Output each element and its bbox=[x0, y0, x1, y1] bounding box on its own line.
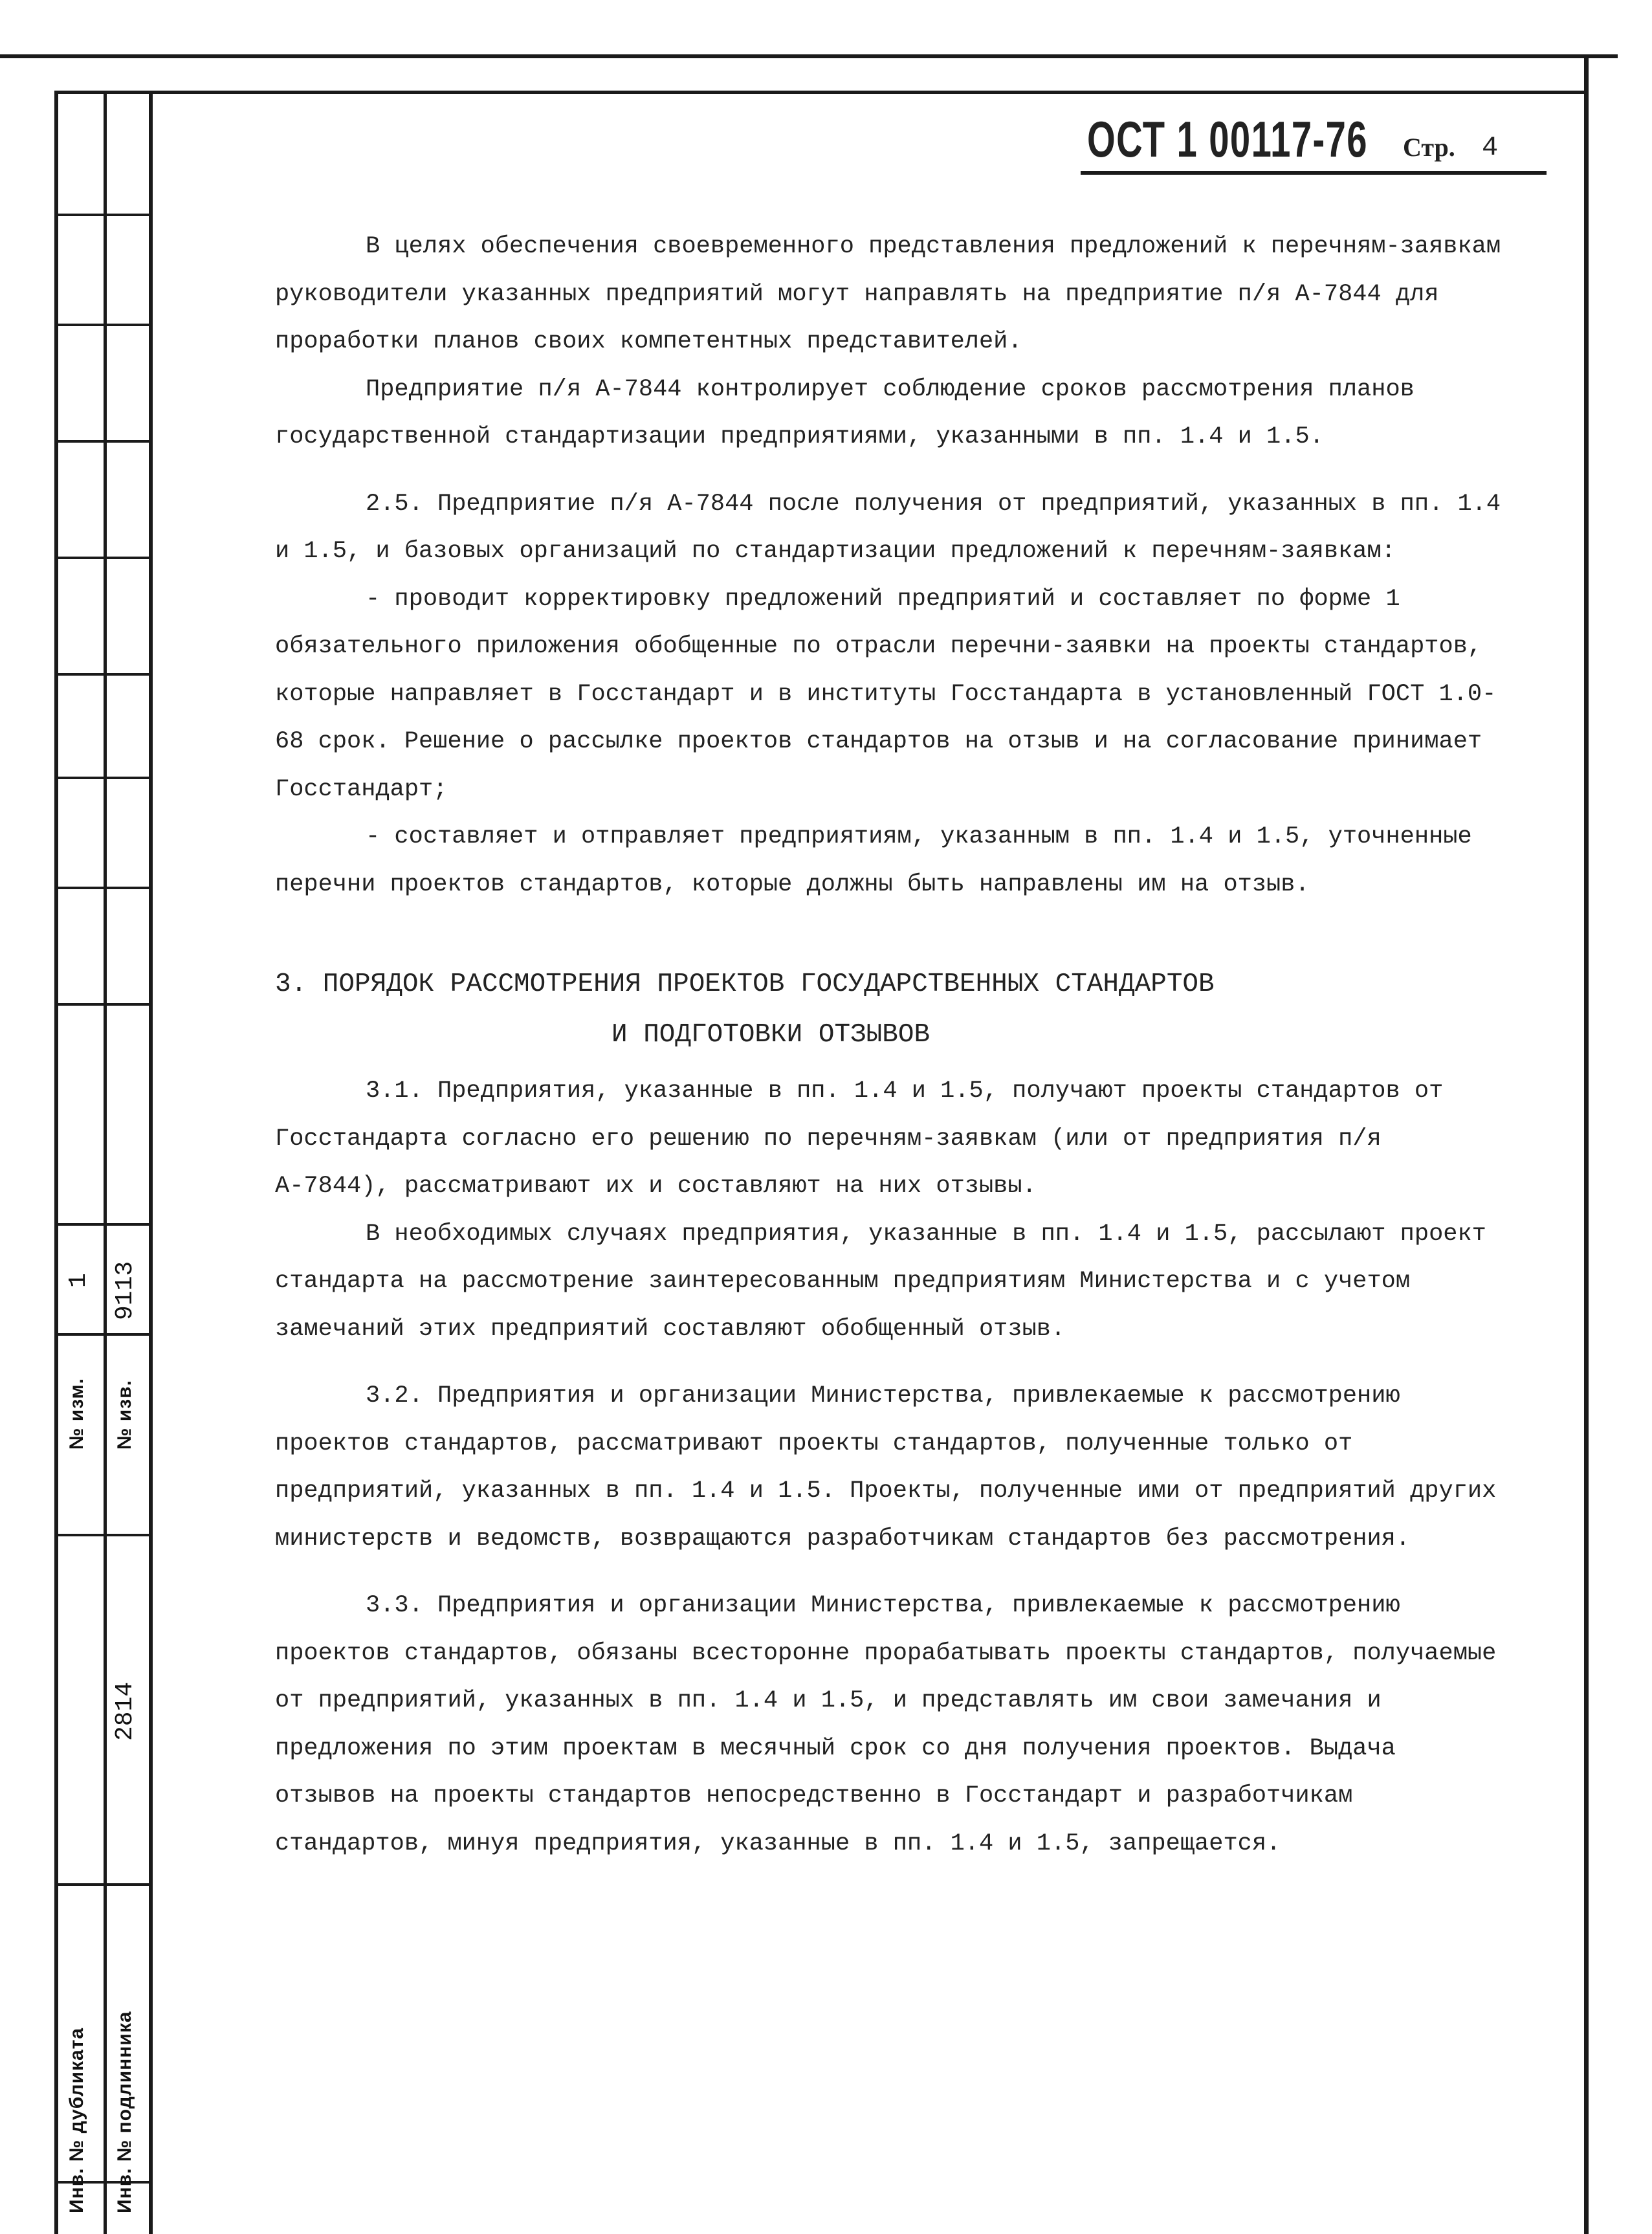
list-item: - составляет и отправляет предприятиям, указанным в пп. 1.4 и 1.5, уточненные перечни проектов стандартов, которые должны быть направлены им на отзыв. bbox=[275, 823, 1472, 898]
stamp-tick bbox=[54, 440, 151, 443]
stamp-column-inner-border bbox=[149, 91, 153, 2234]
stamp-tick bbox=[54, 214, 151, 216]
header-underline bbox=[1081, 171, 1547, 175]
revision-number-value: 1 bbox=[65, 1273, 93, 1288]
stamp-tick bbox=[54, 887, 151, 889]
paragraph: Предприятие п/я А-7844 контролирует соблюдение сроков рассмотрения планов государственной стандартизации предприятиями, указанными в пп. 1.4 и 1.5. bbox=[275, 375, 1415, 450]
paragraph: В необходимых случаях предприятия, указанные в пп. 1.4 и 1.5, рассылают проект стандарта на рассмотрение заинтересованным предприятиям Министерства и с учетом замечаний этих предприятий составляют обобщенный отзыв. bbox=[275, 1220, 1486, 1343]
paragraph: 3.1. Предприятия, указанные в пп. 1.4 и 1.5, получают проекты стандартов от Госстандарта согласно его решению по перечням-заявкам (или от предприятия п/я А-7844), рассматривают их и составляют на них отзывы. bbox=[275, 1078, 1444, 1200]
stamp-tick bbox=[54, 1333, 151, 1336]
stamp-tick bbox=[54, 557, 151, 559]
original-inventory-number: 2814 bbox=[111, 1681, 139, 1741]
stamp-tick bbox=[54, 324, 151, 326]
stamp-column-outer-border bbox=[54, 91, 58, 2234]
section-heading: 3. ПОРЯДОК РАССМОТРЕНИЯ ПРОЕКТОВ ГОСУДАРСТВЕННЫХ СТАНДАРТОВ bbox=[275, 969, 1215, 999]
section-heading-line-2: И ПОДГОТОВКИ ОТЗЫВОВ bbox=[611, 1020, 931, 1050]
paragraph: 3.2. Предприятия и организации Министерства, привлекаемые к рассмотрению проектов стандартов, рассматривают проекты стандартов, полученные только от предприятий, указанных в пп. 1.4 и 1.5. Проекты, полученные ими от предприятий других министерств и ведомств, возвращаются разработчикам стандартов без рассмотрения. bbox=[275, 1382, 1497, 1553]
body-text bbox=[275, 223, 1504, 1868]
paragraph: 3.3. Предприятия и организации Министерства, привлекаемые к рассмотрению проектов стандартов, обязаны всесторонне прорабатывать проекты стандартов, получаемые от предприятий, указанных в пп. 1.4 и 1.5, и представлять им свои замечания и предложения по этим проектам в месячный срок со дня получения проектов. Выдача отзывов на проекты стандартов непосредственно в Госстандарт и разработчикам стандартов, минуя предприятия, указанные в пп. 1.4 и 1.5, запрещается. bbox=[275, 1592, 1497, 1857]
page-number: 4 bbox=[1482, 132, 1499, 163]
stamp-tick bbox=[54, 1534, 151, 1536]
paragraph: 2.5. Предприятие п/я А-7844 после получения от предприятий, указанных в пп. 1.4 и 1.5, и базовых организаций по стандартизации предложений к перечням-заявкам: bbox=[275, 490, 1501, 565]
page-right-border bbox=[1584, 54, 1589, 2234]
paragraph: В целях обеспечения своевременного представления предложений к перечням-заявкам руководители указанных предприятий могут направлять на предприятие п/я А-7844 для проработки планов своих компетентных представителей. bbox=[275, 233, 1501, 355]
stamp-tick bbox=[54, 1003, 151, 1006]
stamp-tick bbox=[54, 1223, 151, 1226]
revision-number-label: № изм. bbox=[66, 1378, 87, 1450]
page-label: Стр. bbox=[1403, 133, 1455, 162]
duplicate-inventory-label: Инв. № дубликата bbox=[66, 2027, 87, 2213]
document-code: ОСТ 1 00117-76 bbox=[1087, 111, 1368, 168]
frame-top-border bbox=[54, 91, 1588, 94]
stamp-tick bbox=[54, 673, 151, 676]
page-top-border bbox=[0, 54, 1618, 58]
stamp-column-divider bbox=[104, 91, 107, 2234]
notice-number-value: 9113 bbox=[111, 1261, 139, 1320]
stamp-tick bbox=[54, 777, 151, 779]
stamp-tick bbox=[54, 1883, 151, 1886]
notice-number-label: № изв. bbox=[114, 1380, 135, 1450]
list-item: - проводит корректировку предложений предприятий и составляет по форме 1 обязательного приложения обобщенные по отрасли перечни-заявки на проекты стандартов, которые направляет в Госстандарт и в институты Госстандарта в установленный ГОСТ 1.0-68 срок. Решение о рассылке проектов стандартов на отзыв и на согласование принимает Госстандарт; bbox=[275, 585, 1497, 803]
original-inventory-label: Инв. № подлинника bbox=[114, 2011, 135, 2213]
